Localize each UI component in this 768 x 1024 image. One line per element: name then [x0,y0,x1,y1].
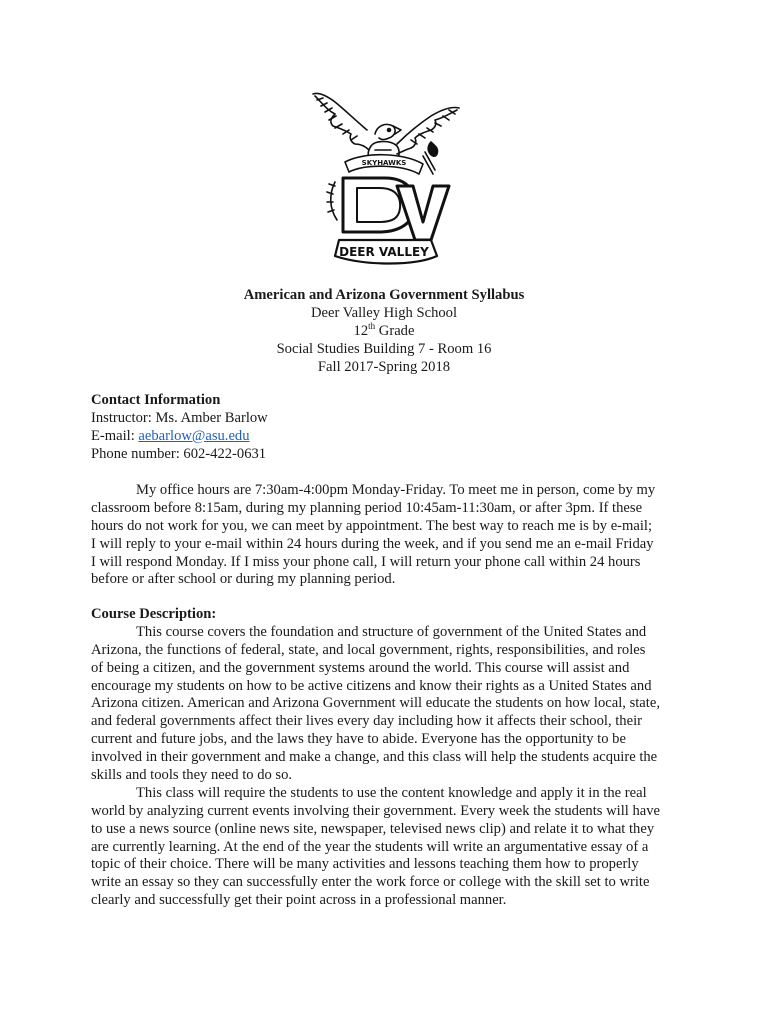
paragraph-line: This class will require the students to use the content knowledge and apply it in the real [136,784,647,801]
paragraph-line: hours do not work for you, we can meet by appointment. The best way to reach me is by e-mail; [91,517,653,534]
office-hours-paragraph [91,482,681,589]
paragraph-line: skills and tools they need to do so. [91,767,293,784]
contact-section [91,392,681,464]
paragraph-line: Arizona citizen. American and Arizona Government will educate the students on how local, state, [91,695,660,712]
email-label: E-mail: [91,427,139,444]
paragraph-line: are currently learning. At the end of the year the students will write an argumentative essay of a [91,838,649,855]
course-description-section [91,606,681,910]
logo-banner-text: SKYHAWKS [361,159,407,167]
paragraph-line: world by analyzing current events involving their government. Every week the students will have [91,802,660,819]
paragraph-line: write an essay so they can successfully enter the work force or college with the skill set to write [91,874,650,891]
paragraph-line: classroom before 8:15am, during my planning period 10:45am-11:30am, or after 3pm. If these [91,499,643,516]
paragraph-line: I will reply to your e-mail within 24 hours during the week, and if you send me an e-mail Friday [91,535,654,552]
logo-bottom-text: DEER VALLEY [339,245,429,259]
paragraph-line: clearly and successfully get their point across in a professional manner. [91,892,507,909]
grade-number: 12 [353,323,369,339]
paragraph-line: to use a news source (online news site, newspaper, televised news clip) and relate it to what they [91,820,655,837]
school-name: Deer Valley High School [310,305,458,321]
grade-suffix: th [368,321,376,332]
paragraph-line: This course covers the foundation and structure of government of the United States and [136,623,647,640]
deer-valley-eagle-logo [305,90,463,272]
paragraph-line: of being a citizen, and the government systems around the world. This course will assist and [91,659,630,676]
paragraph-line: and federal governments affect their lives every day including how it affects their school, their [91,713,642,730]
email-link[interactable]: aebarlow@asu.edu [138,427,250,444]
room-line: Social Studies Building 7 - Room 16 [276,341,492,357]
paragraph-line: I will respond Monday. If I miss your phone call, I will return your phone call within 24 hours [91,553,641,570]
term-line: Fall 2017-Spring 2018 [317,359,451,375]
paragraph-line: involved in their government and make a change, and this class will help the students acquire the [91,749,658,766]
grade-word: Grade [375,323,415,339]
paragraph-line: My office hours are 7:30am-4:00pm Monday-Friday. To meet me in person, come by my [136,482,656,498]
instructor-line: Instructor: Ms. Amber Barlow [91,409,268,426]
syllabus-header [0,286,768,376]
paragraph-line: current and future jobs, and the laws they have to abide. Everyone has the opportunity to be [91,731,626,748]
paragraph-line: encourage my students on how to be active citizens and know their rights as a United States and [91,677,652,694]
paragraph-line: topic of their choice. There will be many activities and lessons teaching them how to properly [91,856,639,873]
grade-line [0,322,768,340]
contact-heading: Contact Information [91,392,221,408]
document-title: American and Arizona Government Syllabus [243,287,525,303]
email-line [91,428,681,446]
course-heading: Course Description: [91,606,217,622]
paragraph-line: before or after school or during my planning period. [91,571,396,588]
paragraph-line: Arizona, the functions of federal, state, and local government, rights, responsibilities, and roles [91,641,646,658]
phone-line: Phone number: 602-422-0631 [91,445,267,462]
